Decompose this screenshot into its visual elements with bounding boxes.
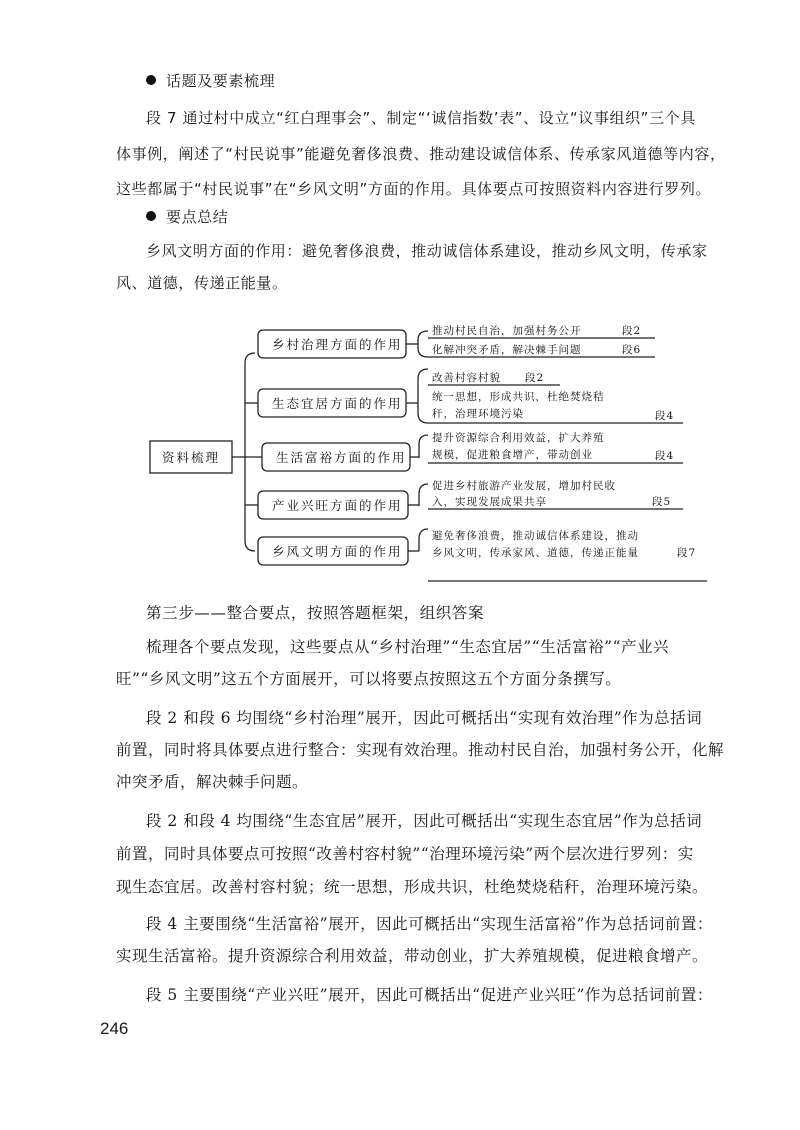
note-ref: 段5 — [652, 496, 672, 508]
note-text: 改善村容村貌 — [432, 372, 501, 384]
note-text: 提升资源综合利用效益，扩大养殖 — [432, 432, 605, 444]
note-ref: 段4 — [655, 450, 675, 462]
paragraph-line: 梳理各个要点发现，这些要点从“乡村治理”“生态宜居”“生活富裕”“产业兴 — [146, 638, 669, 656]
paragraph-line: 实现生活富裕。提升资源综合利用效益，带动创业，扩大养殖规模，促进粮食增产。 — [116, 947, 709, 965]
note-text: 避免奢侈浪费，推动诚信体系建设，推动 — [432, 530, 639, 542]
paragraph-line: 乡风文明方面的作用：避免奢侈浪费，推动诚信体系建设，推动乡风文明，传承家 — [146, 242, 708, 260]
step3-heading: 第三步——整合要点，按照答题框架，组织答案 — [146, 604, 485, 622]
paragraph-line: 前置，同时将具体要点进行整合：实现有效治理。推动村民自治，加强村务公开，化解 — [116, 741, 725, 759]
branch-label: 生活富裕方面的作用 — [276, 450, 407, 465]
paragraph-line: 段 2 和段 4 均围绕“生态宜居”展开，因此可概括出“实现生态宜居”作为总括词 — [146, 812, 703, 830]
note-ref: 段2 — [525, 372, 545, 384]
paragraph-line: 旺”“乡风文明”这五个方面展开，可以将要点按照这五个方面分条撰写。 — [116, 670, 622, 688]
note-text: 化解冲突矛盾，解决棘手问题 — [432, 344, 582, 356]
note-text: 促进乡村旅游产业发展，增加村民收 — [432, 480, 616, 492]
note-ref: 段6 — [622, 344, 642, 356]
paragraph-line: 段 7 通过村中成立“红白理事会”、制定“‘诚信指数’表”、设立“议事组织”三个具 — [146, 109, 696, 127]
note-text: 秆，治理环境污染 — [432, 408, 524, 420]
paragraph-line: 段 5 主要围绕“产业兴旺”展开，因此可概括出“促进产业兴旺”作为总括词前置： — [146, 986, 713, 1004]
branch-label: 产业兴旺方面的作用 — [272, 498, 403, 513]
paragraph-line: 风、道德，传递正能量。 — [116, 274, 288, 292]
paragraph-line: 冲突矛盾，解决棘手问题。 — [116, 773, 309, 791]
paragraph-line: 段 4 主要围绕“生活富裕”展开，因此可概括出“实现生活富裕”作为总括词前置： — [146, 915, 713, 933]
root-label: 资料梳理 — [161, 450, 221, 465]
branch-label: 生态宜居方面的作用 — [272, 396, 403, 411]
paragraph-line: 现生态宜居。改善村容村貌；统一思想，形成共识，杜绝焚烧秸秆，治理环境污染。 — [116, 878, 709, 896]
note-ref: 段2 — [622, 325, 642, 337]
note-text: 规模，促进粮食增产，带动创业 — [432, 449, 593, 461]
paragraph-line: 这些都属于“村民说事”在“乡风文明”方面的作用。具体要点可按照资料内容进行罗列。 — [116, 180, 712, 198]
note-ref: 段4 — [655, 410, 675, 422]
note-text: 推动村民自治，加强村务公开 — [432, 325, 582, 337]
note-ref: 段7 — [677, 547, 697, 559]
note-text: 乡风文明，传承家风、道德，传递正能量 — [432, 547, 639, 559]
branch-label: 乡风文明方面的作用 — [272, 544, 403, 559]
note-text: 统一思想，形成共识，杜绝焚烧秸 — [432, 391, 605, 403]
paragraph-line: 段 2 和段 6 均围绕“乡村治理”展开，因此可概括出“实现有效治理”作为总括词 — [146, 709, 703, 727]
branch-label: 乡村治理方面的作用 — [272, 337, 403, 352]
note-text: 入，实现发展成果共享 — [432, 496, 547, 508]
trunk-connector — [245, 353, 255, 551]
section-heading-summary: 要点总结 — [146, 206, 228, 227]
section-heading-topic: 话题及要素梳理 — [146, 70, 275, 91]
paragraph-line: 前置，同时具体要点可按照“改善村容村貌”“治理环境污染”两个层次进行罗列：实 — [116, 845, 694, 863]
paragraph-line: 体事例，阐述了“村民说事”能避免奢侈浪费、推动建设诚信体系、传承家风道德等内容， — [116, 145, 726, 163]
page-number: 246 — [100, 1019, 129, 1038]
